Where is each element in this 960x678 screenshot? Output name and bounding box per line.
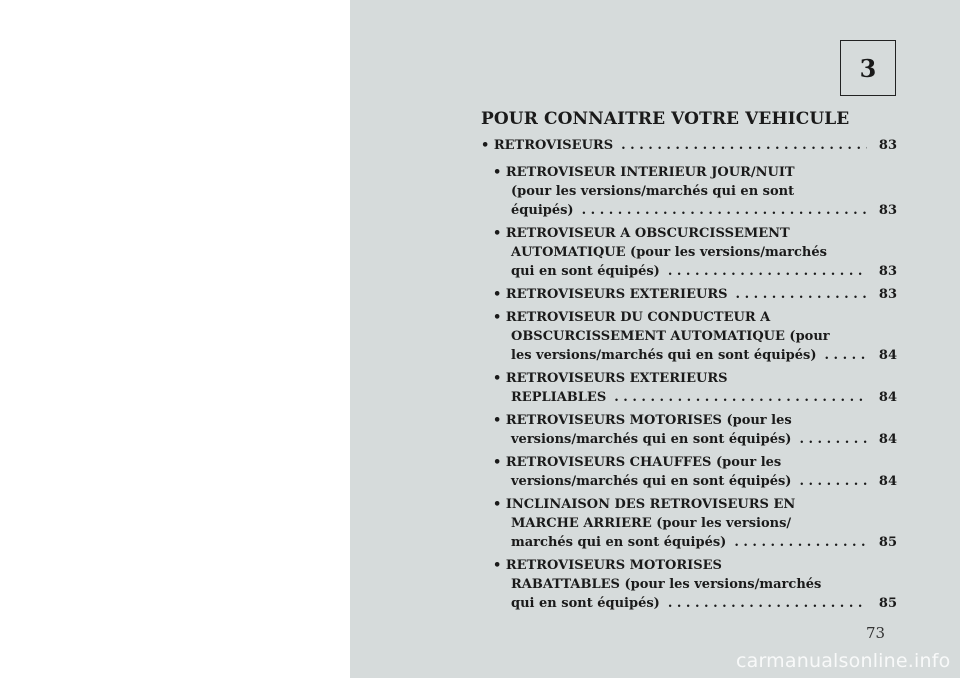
toc-page-number: 85 [878, 535, 897, 550]
toc-page-number: 83 [878, 287, 897, 302]
toc-sub-entries [481, 163, 897, 613]
dot-leader [621, 136, 867, 155]
toc-entry [481, 556, 897, 613]
watermark-text: carmanualsonline.info [736, 650, 951, 672]
toc-line [493, 430, 897, 449]
chapter-number-box: 3 [840, 40, 896, 96]
dot-leader [825, 346, 868, 365]
toc-line [493, 594, 897, 613]
toc-line [493, 346, 897, 365]
toc-line [493, 533, 897, 552]
dot-leader [614, 388, 867, 407]
dot-leader [668, 262, 867, 281]
toc-entry-text: qui en sont équipés) [511, 596, 660, 611]
toc-entry [481, 411, 897, 449]
toc-line [493, 262, 897, 281]
toc-entry-text: • RETROVISEURS EXTERIEURS [493, 371, 728, 386]
toc-page-number: 83 [878, 203, 897, 218]
toc-entry-title: • RETROVISEURS [481, 138, 614, 153]
dot-leader [734, 533, 867, 552]
toc-entry [481, 308, 897, 365]
dot-leader [736, 285, 867, 304]
toc-entry-text: équipés) [511, 203, 574, 218]
toc-page-number: 85 [878, 596, 897, 611]
toc-entry-text: RABATTABLES (pour les versions/marchés [511, 577, 822, 592]
dot-leader [582, 201, 867, 220]
toc-entry-text: versions/marchés qui en sont équipés) [511, 432, 792, 447]
toc-entry-text: • RETROVISEUR DU CONDUCTEUR A [493, 310, 771, 325]
toc-entry-text: marchés qui en sont équipés) [511, 535, 727, 550]
toc-line [493, 472, 897, 491]
toc-entry-text: les versions/marchés qui en sont équipés) [511, 348, 817, 363]
toc-entry-text: • RETROVISEUR A OBSCURCISSEMENT [493, 226, 790, 241]
toc-page-number: 84 [878, 432, 897, 447]
toc-entry-text: • RETROVISEURS EXTERIEURS [493, 287, 728, 302]
toc-entry-top [481, 136, 897, 155]
toc-entry [481, 163, 897, 220]
toc-line [493, 201, 897, 220]
toc-page-number: 84 [878, 348, 897, 363]
toc-line [493, 388, 897, 407]
toc-entry-text: • RETROVISEURS MOTORISES (pour les [493, 413, 792, 428]
toc-entry [481, 224, 897, 281]
toc-entry-text: MARCHE ARRIERE (pour les versions/ [511, 516, 792, 531]
toc-page-number: 84 [878, 474, 897, 489]
dot-leader [799, 472, 867, 491]
table-of-contents [481, 136, 897, 617]
toc-line [493, 285, 897, 304]
toc-line [481, 136, 897, 155]
toc-entry-text: OBSCURCISSEMENT AUTOMATIQUE (pour [511, 329, 830, 344]
toc-entry-text: • RETROVISEURS MOTORISES [493, 558, 722, 573]
toc-entry-text: qui en sont équipés) [511, 264, 660, 279]
toc-entry-text: • RETROVISEUR INTERIEUR JOUR/NUIT [493, 165, 795, 180]
toc-page-number: 83 [878, 138, 897, 153]
page-number: 73 [866, 624, 886, 642]
toc-entry-text: (pour les versions/marchés qui en sont [511, 184, 795, 199]
toc-entry-text: REPLIABLES [511, 390, 607, 405]
toc-page-number: 83 [878, 264, 897, 279]
toc-page-number: 84 [878, 390, 897, 405]
toc-entry [481, 495, 897, 552]
dot-leader [799, 430, 867, 449]
toc-entry [481, 453, 897, 491]
toc-entry-text: • RETROVISEURS CHAUFFES (pour les [493, 455, 782, 470]
section-title: POUR CONNAITRE VOTRE VEHICULE [481, 109, 850, 129]
toc-entry-text: AUTOMATIQUE (pour les versions/marchés [511, 245, 827, 260]
toc-entry [481, 369, 897, 407]
toc-entry-text: versions/marchés qui en sont équipés) [511, 474, 792, 489]
dot-leader [668, 594, 867, 613]
toc-entry [481, 285, 897, 304]
toc-entry-text: • INCLINAISON DES RETROVISEURS EN [493, 497, 796, 512]
